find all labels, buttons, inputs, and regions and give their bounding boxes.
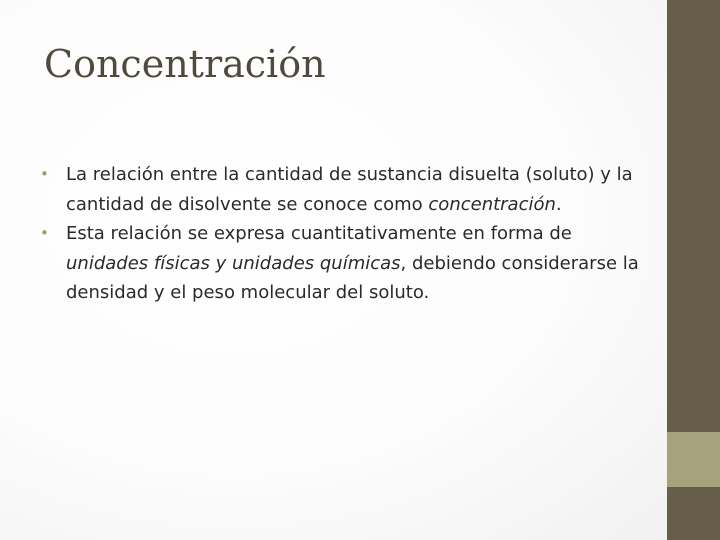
bullet-list (40, 160, 650, 308)
bullet-text-end: . (555, 193, 562, 215)
bullet-text-end: , debiendo considerarse la densidad y el peso molecular del soluto. (66, 252, 639, 303)
bullet-icon: • (40, 165, 49, 183)
sidebar-accent-top (667, 0, 720, 432)
bullet-emphasis: unidades físicas y unidades químicas (66, 252, 401, 274)
bullet-text: La relación entre la cantidad de sustancia disuelta (soluto) y la cantidad de disolvente se conoce como (66, 164, 633, 215)
bullet-item (40, 160, 650, 219)
bullet-text: Esta relación se expresa cuantitativamente en forma de (66, 223, 572, 244)
bullet-emphasis: concentración (428, 193, 556, 215)
bullet-icon: • (40, 224, 49, 242)
sidebar-accent-bottom (667, 487, 720, 540)
sidebar-accent-middle (667, 432, 720, 487)
slide-title: Concentración (44, 42, 326, 86)
bullet-item (40, 219, 650, 308)
